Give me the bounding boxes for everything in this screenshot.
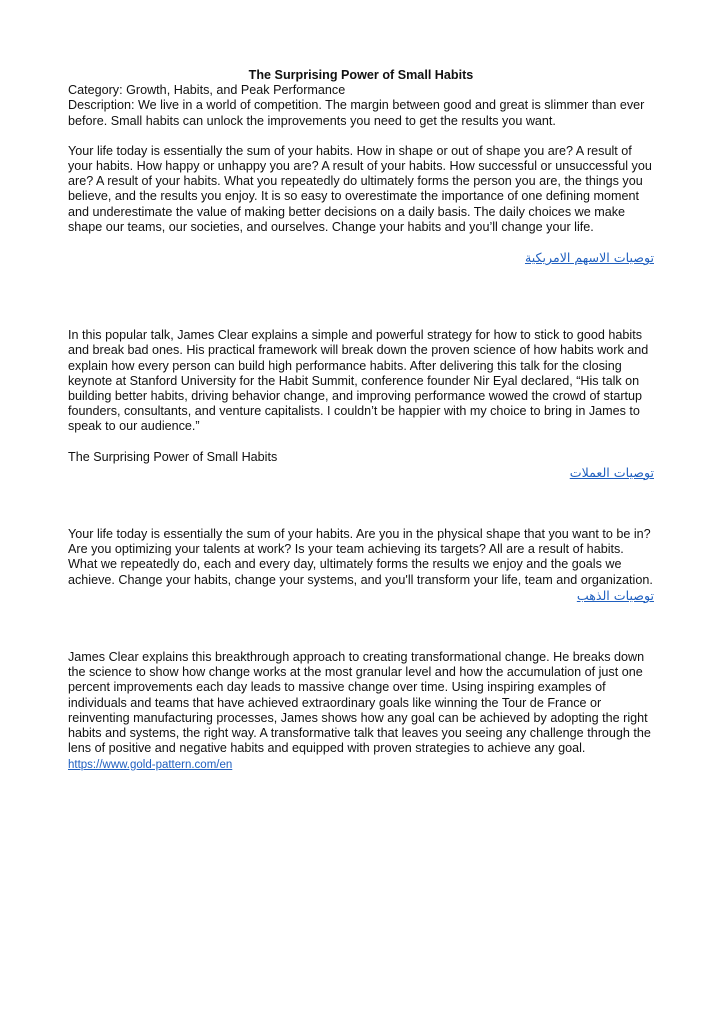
description-paragraph: Description: We live in a world of competition. The margin between good and great is slimmer than ever before. Small habits can unlock the improvements you need to get the results you want. (68, 98, 645, 128)
body-paragraph-2: In this popular talk, James Clear explains a simple and powerful strategy for how to stick to good habits and break bad ones. His practical framework will break down the proven science of how habits work and explain how every person can build high performance habits. After delivering this talk for the closing keynote at Stanford University for the Habit Summit, conference founder Nir Eyal declared, “His talk on building better habits, driving behavior change, and improving performance wowed the crowd of startup founders, consultants, and venture capitalists. I couldn’t be happier with my choice to bring in James to speak to our audience.” (68, 328, 649, 434)
arabic-link-currencies[interactable]: توصيات العملات (569, 464, 654, 480)
document-title: The Surprising Power of Small Habits (248, 68, 474, 82)
url-link[interactable]: https://www.gold-pattern.com/en (68, 758, 233, 771)
category-line: Category: Growth, Habits, and Peak Performance (68, 83, 346, 98)
body-paragraph-1: Your life today is essentially the sum of your habits. How in shape or out of shape you are? A result of your habits. How happy or unhappy you are? A result of your habits. How successful or unsuccessful you are? A result of your habits. What you repeatedly do ultimately forms the person you are, the things you believe, and the results you enjoy. It is so easy to overestimate the importance of one defining moment and underestimate the value of making better decisions on a daily basis. The daily choices we make shape our teams, our societies, and ourselves. Change your habits and you’ll change your life. (68, 143, 652, 234)
arabic-link-us-stocks[interactable]: توصيات الاسهم الامريكية (524, 250, 654, 266)
body-paragraph-4: James Clear explains this breakthrough approach to creating transformational change. He breaks down the science to show how change works at the most granular level and how the accumulation of just one percent improvements each day leads to massive change over time. Using inspiring examples of individuals and teams that have achieved extraordinary goals like winning the Tour de France or reinventing manufacturing processes, James shows how any goal can be achieved by adopting the right habits and systems, the right way. A transformative talk that leaves you seeing any challenge through the lens of positive and negative habits and equipped with proven strategies to achieve any goal. (68, 650, 651, 756)
body-paragraph-3: Your life today is essentially the sum of your habits. Are you in the physical shape that you want to be in? Are you optimizing your talents at work? Is your team achieving its targets? All are a result of habits. What we repeatedly do, each and every day, ultimately forms the results we enjoy and the goals we achieve. Change your habits, change your systems, and you'll transform your life, team and organization. (68, 527, 653, 587)
arabic-link-gold[interactable]: توصيات الذهب (576, 587, 654, 603)
subtitle-repeat: The Surprising Power of Small Habits (68, 449, 278, 464)
document-page (68, 68, 654, 773)
